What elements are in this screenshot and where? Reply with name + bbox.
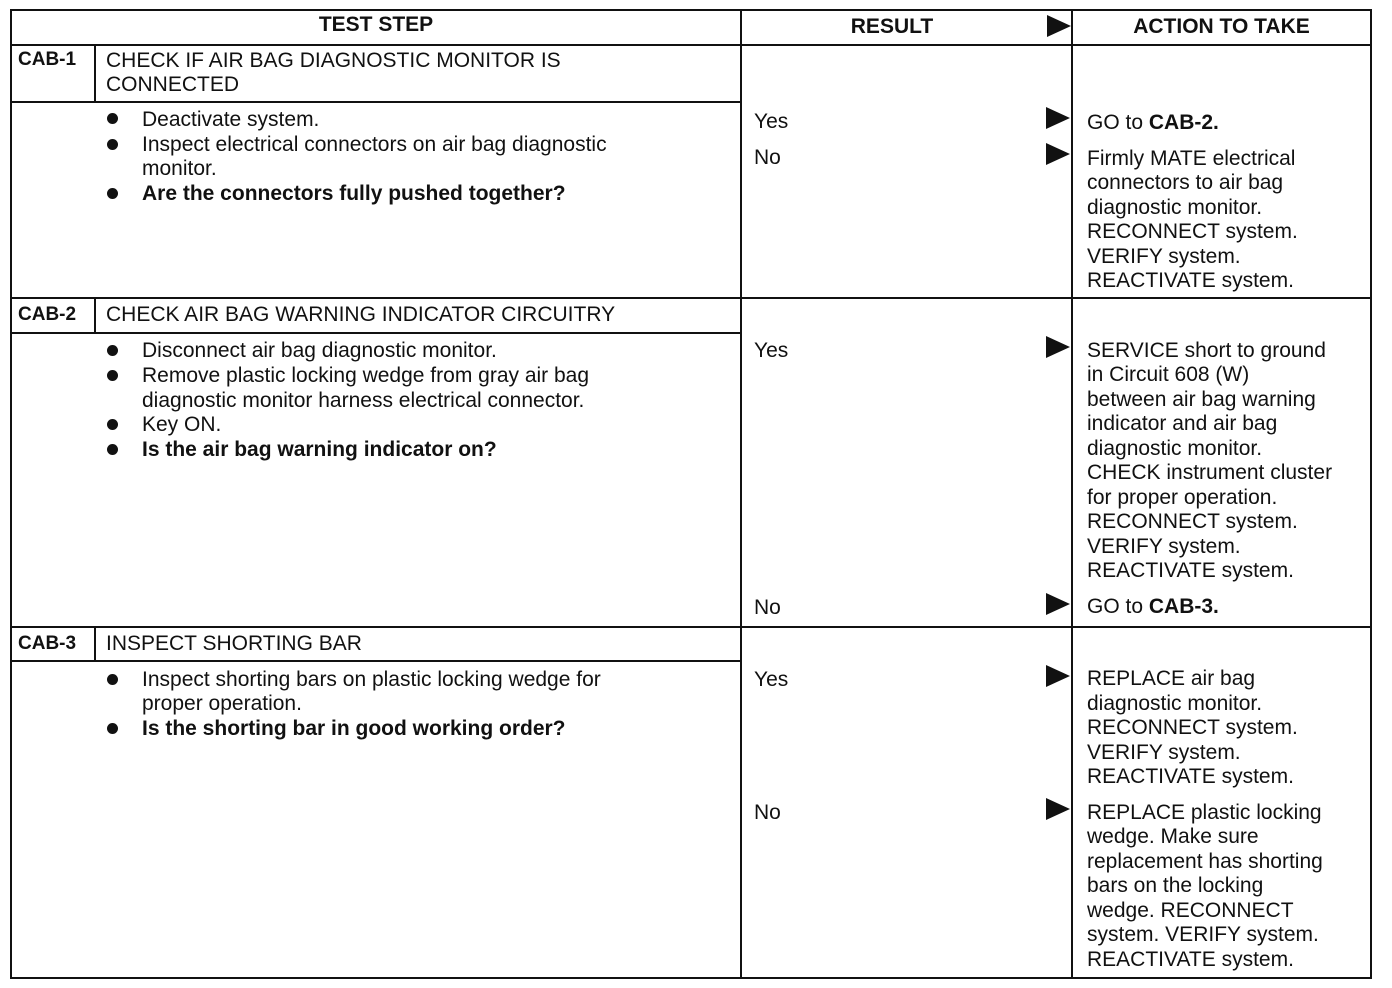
action-line: RECONNECT system. [1087,510,1298,533]
action-line: RECONNECT system. [1087,716,1298,739]
bullet-text: Disconnect air bag diagnostic monitor. [142,339,497,362]
action-line: REACTIVATE system. [1087,559,1294,582]
bullet-icon [107,444,118,455]
result-arrow-icon [1046,336,1070,358]
step-title-line: INSPECT SHORTING BAR [106,632,362,655]
action-line: REPLACE plastic locking [1087,801,1322,824]
bullet-icon [107,723,118,734]
bullet-icon [107,188,118,199]
action-line: replacement has shorting [1087,850,1323,873]
result-label: Yes [754,339,789,362]
header-bottom-border [10,44,1372,46]
bullet-text: diagnostic monitor harness electrical connector. [142,389,585,412]
table-right-border [1370,9,1372,979]
bullet-text: Key ON. [142,413,222,436]
action-line: CHECK instrument cluster [1087,461,1333,484]
action-line: Firmly MATE electrical [1087,147,1296,170]
bullet-icon [107,674,118,685]
header-arrow-icon [1047,15,1071,37]
cab2-title-bottom-border [10,332,741,334]
bullet-text: Deactivate system. [142,108,320,131]
step-title-line: CONNECTED [106,73,240,96]
bullet-text: Remove plastic locking wedge from gray air bag [142,364,590,387]
header-result: RESULT [850,15,934,38]
action-line: VERIFY system. [1087,245,1241,268]
action-line: diagnostic monitor. [1087,692,1263,715]
result-arrow-icon [1046,798,1070,820]
bullet-text: Inspect shorting bars on plastic locking wedge for [142,668,601,691]
action-line: VERIFY system. [1087,535,1241,558]
bullet-icon [107,139,118,150]
action-line: bars on the locking [1087,874,1264,897]
cab1-bottom-border [10,297,1372,299]
result-label: No [754,801,781,824]
action-line: between air bag warning [1087,388,1316,411]
bullet-icon [107,370,118,381]
result-arrow-icon [1046,107,1070,129]
bullet-icon [107,345,118,356]
bullet-question: Is the shorting bar in good working order? [142,717,566,740]
step-code: CAB-2 [18,304,77,325]
bullet-question: Is the air bag warning indicator on? [142,438,497,461]
action-line: diagnostic monitor. [1087,196,1263,219]
header-action: ACTION TO TAKE [1133,15,1310,38]
action-line: REACTIVATE system. [1087,269,1294,292]
step-title-line: CHECK AIR BAG WARNING INDICATOR CIRCUITRY [106,303,616,326]
cab3-code-divider [94,626,96,661]
result-arrow-icon [1046,593,1070,615]
action-line: indicator and air bag [1087,412,1278,435]
action-text: GO to CAB-2. [1087,111,1219,134]
action-line: RECONNECT system. [1087,220,1298,243]
bullet-icon [107,113,118,124]
result-label: No [754,596,781,619]
result-label: No [754,146,781,169]
action-line: system. VERIFY system. [1087,923,1319,946]
bullet-text: Inspect electrical connectors on air bag diagnostic [142,133,607,156]
action-line: REPLACE air bag [1087,667,1256,690]
bullet-text: proper operation. [142,692,302,715]
bullet-icon [107,419,118,430]
result-arrow-icon [1046,143,1070,165]
result-label: Yes [754,668,789,691]
action-line: in Circuit 608 (W) [1087,363,1250,386]
step-code: CAB-1 [18,49,77,70]
action-line: VERIFY system. [1087,741,1241,764]
table-left-border [10,9,12,979]
action-line: wedge. RECONNECT [1087,899,1294,922]
bullet-question: Are the connectors fully pushed together? [142,182,566,205]
action-line: SERVICE short to ground [1087,339,1326,362]
column-divider-result [740,9,742,979]
column-divider-action [1071,9,1073,979]
result-label: Yes [754,110,789,133]
bullet-text: monitor. [142,157,217,180]
cab3-title-bottom-border [10,660,741,662]
table-bottom-border [10,977,1372,979]
cab2-bottom-border [10,626,1372,628]
action-line: for proper operation. [1087,486,1278,509]
action-line: REACTIVATE system. [1087,765,1294,788]
cab1-code-divider [94,44,96,102]
action-line: diagnostic monitor. [1087,437,1263,460]
cab1-title-bottom-border [10,101,741,103]
action-text: GO to CAB-3. [1087,595,1219,618]
action-line: connectors to air bag [1087,171,1284,194]
step-code: CAB-3 [18,633,77,654]
action-line: REACTIVATE system. [1087,948,1294,971]
action-line: wedge. Make sure [1087,825,1259,848]
step-title-line: CHECK IF AIR BAG DIAGNOSTIC MONITOR IS [106,49,561,72]
table-top-border [10,9,1372,11]
header-test-step: TEST STEP [318,13,434,36]
result-arrow-icon [1046,665,1070,687]
cab2-code-divider [94,297,96,333]
